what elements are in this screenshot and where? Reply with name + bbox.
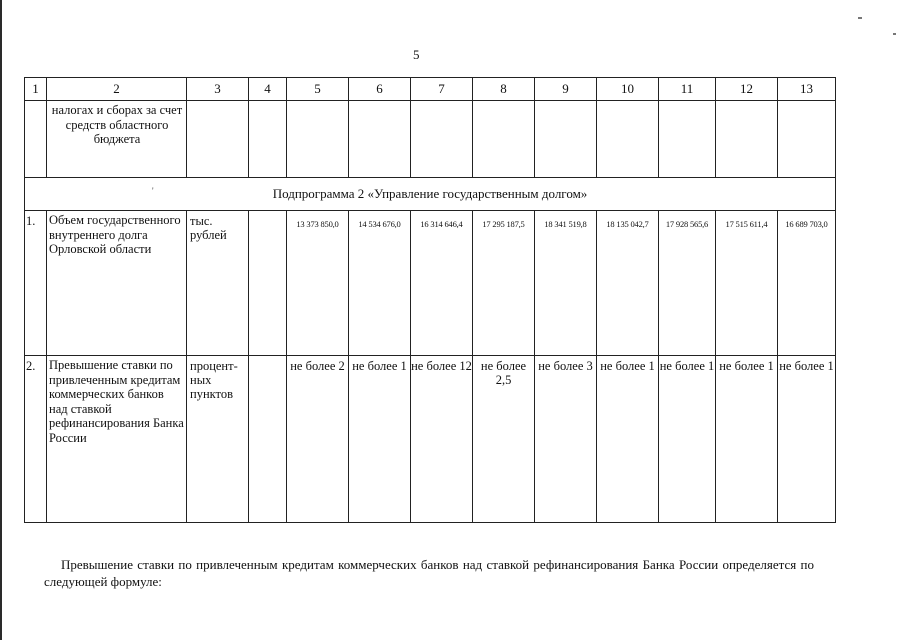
scan-speck (858, 17, 862, 19)
col-header: 10 (597, 78, 659, 101)
value-cell: не более 2 (287, 356, 349, 523)
table-cell (187, 101, 249, 178)
unit-cell: тыс. рублей (187, 211, 249, 356)
table-cell (659, 101, 716, 178)
value-cell: 17 928 565,6 (659, 211, 716, 356)
col-header: 9 (535, 78, 597, 101)
value-cell: 17 295 187,5 (473, 211, 535, 356)
table-cell (473, 101, 535, 178)
indicator-table (24, 77, 836, 523)
table-cell (716, 101, 778, 178)
subprogram-title: Подпрограмма 2 «Управление государственным долгом» (25, 178, 836, 211)
table-cell (287, 101, 349, 178)
col-header: 12 (716, 78, 778, 101)
indicator-name: Объем государственного внутреннего долга Орловской области (47, 211, 187, 356)
col-header: 3 (187, 78, 249, 101)
value-cell: 14 534 676,0 (349, 211, 411, 356)
value-cell: не более 12 (411, 356, 473, 523)
value-cell: не более 3 (535, 356, 597, 523)
value-cell: не более 2,5 (473, 356, 535, 523)
table-cell (535, 101, 597, 178)
col-header: 8 (473, 78, 535, 101)
row-index: 2. (25, 356, 47, 523)
table-cell (249, 101, 287, 178)
value-cell: не более 1 (778, 356, 836, 523)
value-cell: не более 1 (349, 356, 411, 523)
table-row (25, 211, 836, 356)
scan-speck (893, 33, 896, 35)
unit-cell: процент-ных пунктов (187, 356, 249, 523)
header-row (25, 78, 836, 101)
value-cell: 16 689 703,0 (778, 211, 836, 356)
value-cell: не более 1 (597, 356, 659, 523)
col-header: 2 (47, 78, 187, 101)
table-cell (25, 101, 47, 178)
table-row (25, 356, 836, 523)
indicator-name: Превышение ставки по привлеченным кредитам коммерческих банков над ставкой рефинансирования Банка России (47, 356, 187, 523)
scan-mark: ' (152, 186, 154, 196)
value-cell: 17 515 611,4 (716, 211, 778, 356)
table-cell (411, 101, 473, 178)
table-cell (249, 356, 287, 523)
subprogram-row (25, 178, 836, 211)
indicator-name: налогах и сборах за счет средств областного бюджета (47, 101, 187, 178)
table-cell (249, 211, 287, 356)
col-header: 11 (659, 78, 716, 101)
col-header: 13 (778, 78, 836, 101)
col-header: 4 (249, 78, 287, 101)
value-cell: не более 1 (659, 356, 716, 523)
formula-intro-paragraph: Превышение ставки по привлеченным кредитам коммерческих банков над ставкой рефинансирования Банка России определяется по следующей формуле: (44, 557, 814, 589)
value-cell: 18 341 519,8 (535, 211, 597, 356)
page-number: 5 (413, 47, 420, 62)
col-header: 7 (411, 78, 473, 101)
table-cell (778, 101, 836, 178)
table-cell (597, 101, 659, 178)
value-cell: 16 314 646,4 (411, 211, 473, 356)
value-cell: 13 373 850,0 (287, 211, 349, 356)
row-index: 1. (25, 211, 47, 356)
table-row (25, 101, 836, 178)
table-cell (349, 101, 411, 178)
col-header: 6 (349, 78, 411, 101)
col-header: 1 (25, 78, 47, 101)
value-cell: не более 1 (716, 356, 778, 523)
col-header: 5 (287, 78, 349, 101)
value-cell: 18 135 042,7 (597, 211, 659, 356)
page-edge (0, 0, 2, 640)
